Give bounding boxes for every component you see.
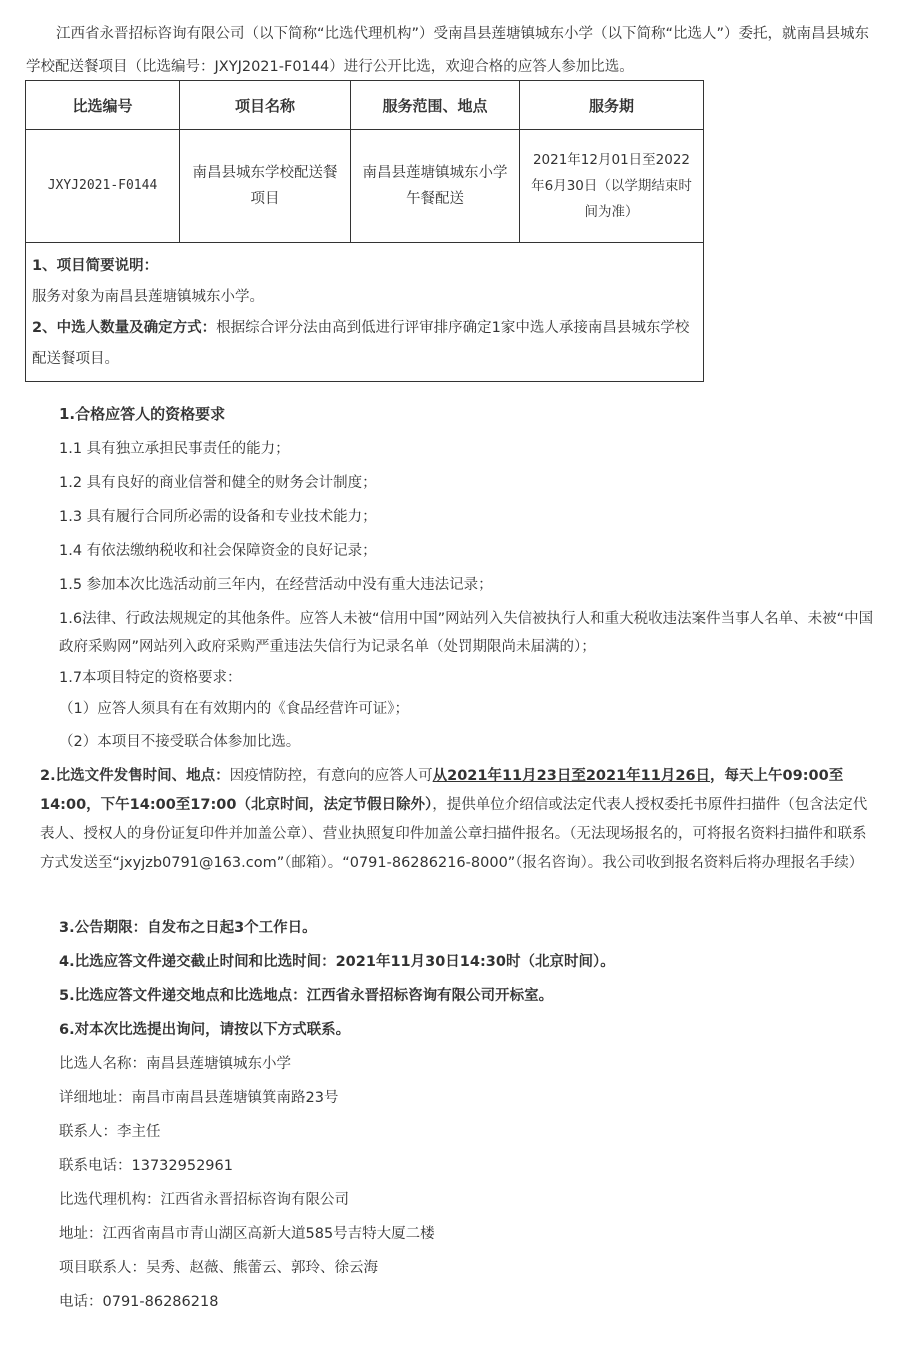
- notes-text-2: 根据综合评分法由高到低进行评审排序确定1家中选人承接南昌县城东学校配送餐项目。: [32, 320, 690, 367]
- intro-paragraph: 江西省永晋招标咨询有限公司（以下简称“比选代理机构”）受南昌县莲塘镇城东小学（以下简称“比选人”）委托，就南昌县城东学校配送餐项目（比选编号：JXYJ2021-F0144）进行公开比选，欢迎合格的应答人参加比选。: [26, 26, 870, 75]
- cell-bid-number: JXYJ2021-F0144: [26, 130, 180, 243]
- qualification-item: 1.4 有依法缴纳税收和社会保障资金的良好记录；: [59, 543, 377, 559]
- table-notes-row: [26, 243, 704, 382]
- table-row: [26, 130, 704, 243]
- qualification-item: 1.7本项目特定的资格要求：: [59, 670, 242, 686]
- notice-item: 6.对本次比选提出询问，请按以下方式联系。: [59, 1022, 351, 1038]
- qualification-item: 1.1 具有独立承担民事责任的能力；: [59, 441, 290, 457]
- qualification-item: 1.3 具有履行合同所必需的设备和专业技术能力；: [59, 509, 377, 525]
- sale-label: 2.比选文件发售时间、地点：: [40, 768, 230, 784]
- project-table: [25, 80, 704, 382]
- qualification-item: （2）本项目不接受联合体参加比选。: [59, 734, 301, 750]
- header-service-scope: 服务范围、地点: [351, 81, 520, 130]
- contact-line: 项目联系人：吴秀、赵薇、熊蕾云、郭玲、徐云海: [59, 1260, 378, 1276]
- qualification-item: 1.6法律、行政法规规定的其他条件。应答人未被“信用中国”网站列入失信被执行人和重大税收违法案件当事人名单、未被“中国政府采购网”网站列入政府采购严重违法失信行为记录名单（处罚期限尚未届满的）；: [59, 611, 874, 655]
- contact-line: 详细地址：南昌市南昌县莲塘镇箕南路23号: [59, 1090, 339, 1106]
- qualification-item: 1.5 参加本次比选活动前三年内，在经营活动中没有重大违法记录；: [59, 577, 493, 593]
- contact-line: 地址：江西省南昌市青山湖区高新大道585号吉特大厦二楼: [59, 1226, 435, 1242]
- qualifications-title: 1.合格应答人的资格要求: [59, 405, 226, 423]
- notes-text-1: 服务对象为南昌县莲塘镇城东小学。: [32, 289, 264, 305]
- contact-line: 联系电话：13732952961: [59, 1158, 233, 1174]
- header-bid-number: 比选编号: [26, 81, 180, 130]
- project-notes: [26, 243, 704, 382]
- contact-line: 比选代理机构：江西省永晋招标咨询有限公司: [59, 1192, 349, 1208]
- notes-heading-2: 2、中选人数量及确定方式：: [32, 320, 217, 336]
- contact-line: 比选人名称：南昌县莲塘镇城东小学: [59, 1056, 291, 1072]
- cell-project-name: 南昌县城东学校配送餐项目: [180, 130, 351, 243]
- sale-dates: 从2021年11月23日至2021年11月26日: [432, 768, 711, 784]
- sale-hours: ，每天上午09:00至14:00，下午14:00至17:00（北京时间，法定节假日除外）: [40, 768, 844, 813]
- notice-item: 5.比选应答文件递交地点和比选地点：江西省永晋招标咨询有限公司开标室。: [59, 988, 554, 1004]
- sale-paragraph: [40, 762, 880, 878]
- notice-item: 3.公告期限：自发布之日起3个工作日。: [59, 920, 317, 936]
- notice-item: 4.比选应答文件递交截止时间和比选时间：2021年11月30日14:30时（北京时间）。: [59, 954, 615, 970]
- sale-text-2: ，提供单位介绍信或法定代表人授权委托书原件扫描件（包含法定代表人、授权人的身份证复印件并加盖公章）、营业执照复印件加盖公章扫描件报名。（无法现场报名的，可将报名资料扫描件和联系方式发送至“jxyjzb0791@163.com”（邮箱）。“0791-86286216-8000”（报名咨询）。我公司收到报名资料后将办理报名手续）: [40, 797, 868, 871]
- header-project-name: 项目名称: [180, 81, 351, 130]
- qualification-item: 1.2 具有良好的商业信誉和健全的财务会计制度；: [59, 475, 377, 491]
- contact-line: 联系人：李主任: [59, 1124, 161, 1140]
- sale-text-1: 因疫情防控，有意向的应答人可: [229, 768, 433, 784]
- table-header-row: [26, 81, 704, 130]
- header-service-period: 服务期: [520, 81, 704, 130]
- qualification-item: （1）应答人须具有在有效期内的《食品经营许可证》；: [59, 701, 409, 717]
- contact-line: 电话：0791-86286218: [59, 1294, 219, 1310]
- cell-service-scope: 南昌县莲塘镇城东小学午餐配送: [351, 130, 520, 243]
- notes-heading-1: 1、项目简要说明：: [32, 258, 159, 274]
- cell-service-period: 2021年12月01日至2022年6月30日（以学期结束时间为准）: [520, 130, 704, 243]
